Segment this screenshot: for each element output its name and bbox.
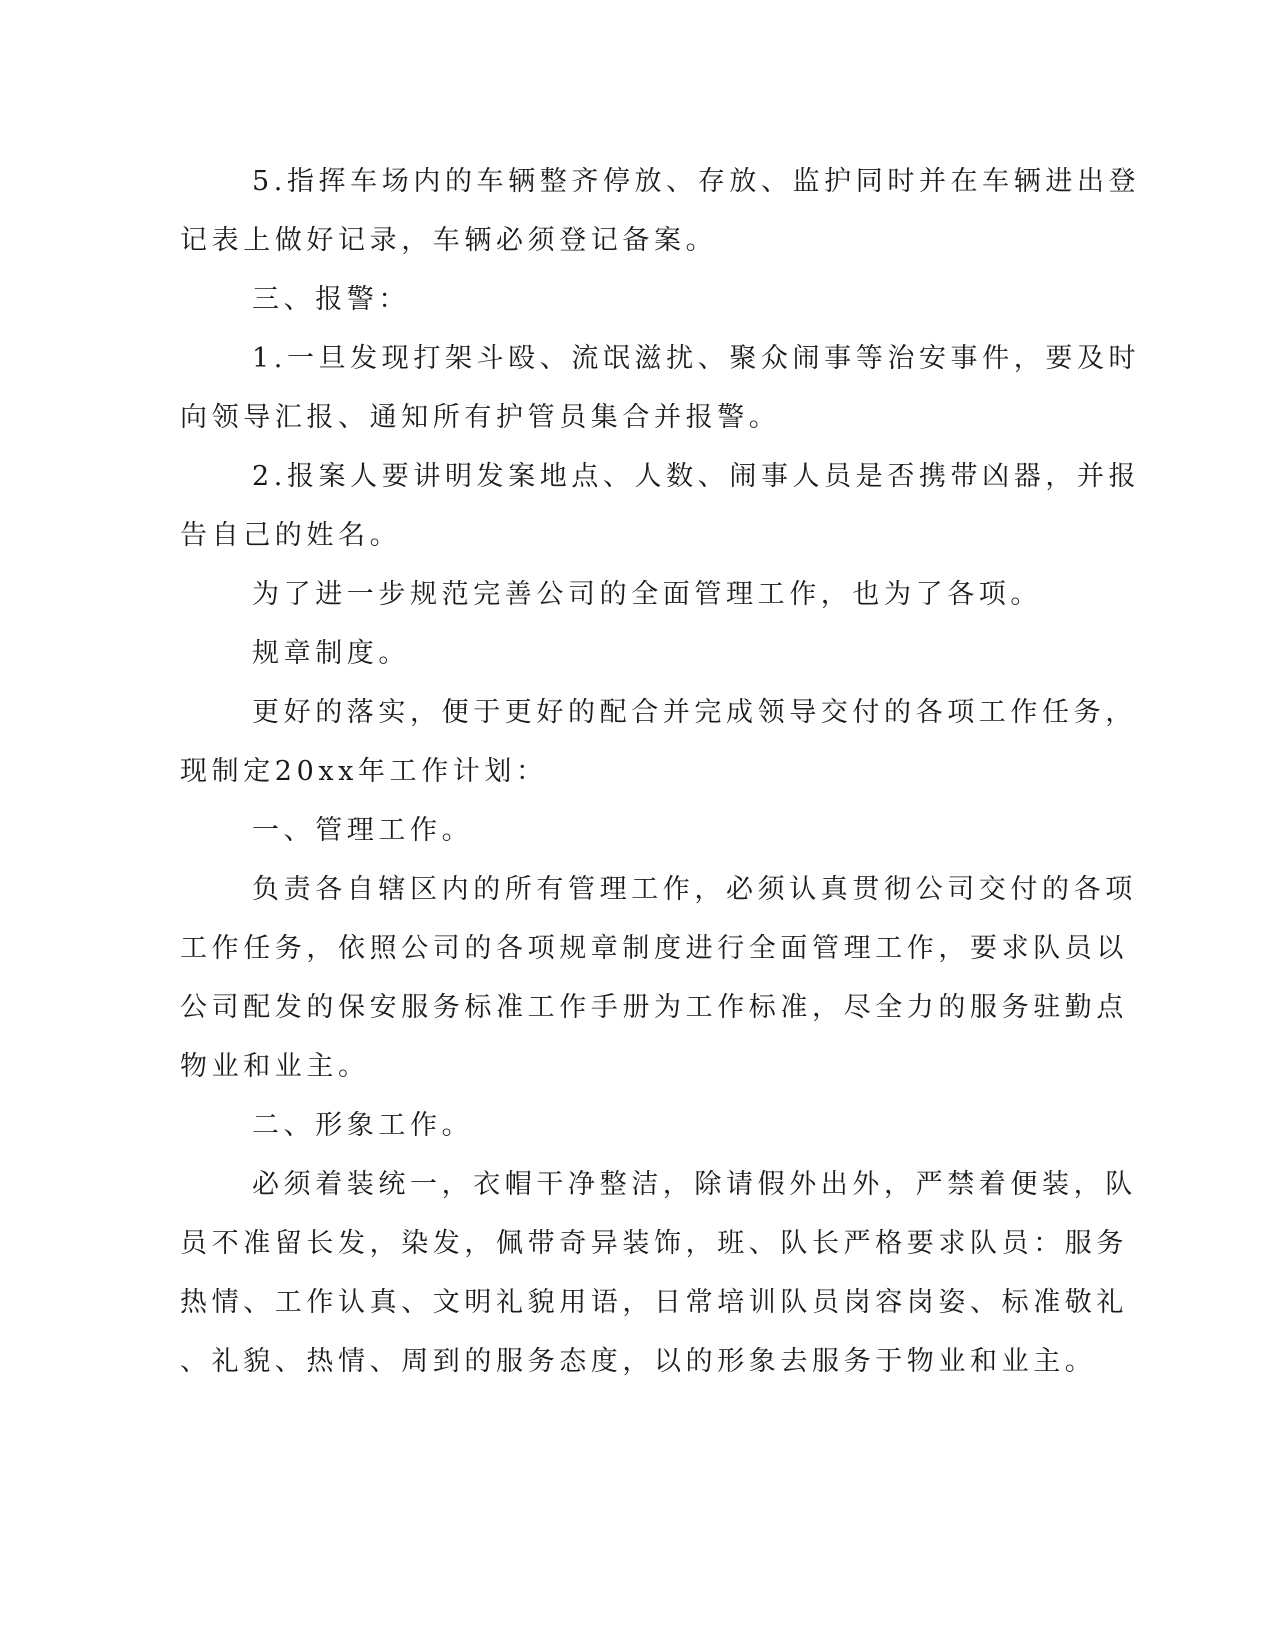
section-heading — [180, 270, 1030, 329]
text-line: 公司配发的保安服务标准工作手册为工作标准，尽全力的服务驻勤点 — [180, 992, 1128, 1023]
text-line: 现制定20xx年工作计划： — [180, 756, 548, 787]
text-line: 规章制度。 — [252, 638, 410, 669]
text-line: 、礼貌、热情、周到的服务态度，以的形象去服务于物业和业主。 — [180, 1346, 1097, 1377]
text-line: 热情、工作认真、文明礼貌用语，日常培训队员岗容岗姿、标准敬礼 — [180, 1287, 1128, 1318]
text-line: 2.报案人要讲明发案地点、人数、闹事人员是否携带凶器，并报 — [252, 461, 1141, 492]
paragraph — [180, 683, 1137, 801]
text-line: 为了进一步规范完善公司的全面管理工作，也为了各项。 — [252, 579, 1042, 610]
section-heading — [180, 1096, 1030, 1155]
paragraph — [180, 1155, 1137, 1391]
text-line: 二、形象工作。 — [252, 1110, 474, 1141]
paragraph — [180, 152, 1141, 270]
section-heading — [180, 801, 1030, 860]
text-line: 记表上做好记录，车辆必须登记备案。 — [180, 225, 718, 256]
paragraph — [180, 860, 1137, 1096]
text-line: 告自己的姓名。 — [180, 520, 402, 551]
text-line: 5.指挥车场内的车辆整齐停放、存放、监护同时并在车辆进出登 — [252, 166, 1141, 197]
document-body — [180, 152, 1141, 1391]
paragraph — [180, 447, 1141, 565]
paragraph — [180, 329, 1141, 447]
text-line: 负责各自辖区内的所有管理工作，必须认真贯彻公司交付的各项 — [252, 874, 1137, 905]
paragraph — [180, 565, 1042, 624]
text-line: 三、报警： — [252, 284, 410, 315]
paragraph — [180, 624, 1030, 683]
text-line: 1.一旦发现打架斗殴、流氓滋扰、聚众闹事等治安事件，要及时 — [252, 343, 1141, 374]
text-line: 向领导汇报、通知所有护管员集合并报警。 — [180, 402, 781, 433]
text-line: 更好的落实，便于更好的配合并完成领导交付的各项工作任务， — [252, 697, 1137, 728]
text-line: 必须着装统一，衣帽干净整洁，除请假外出外，严禁着便装，队 — [252, 1169, 1137, 1200]
text-line: 物业和业主。 — [180, 1051, 370, 1082]
text-line: 工作任务，依照公司的各项规章制度进行全面管理工作，要求队员以 — [180, 933, 1128, 964]
text-line: 员不准留长发，染发，佩带奇异装饰，班、队长严格要求队员：服务 — [180, 1228, 1128, 1259]
text-line: 一、管理工作。 — [252, 815, 474, 846]
